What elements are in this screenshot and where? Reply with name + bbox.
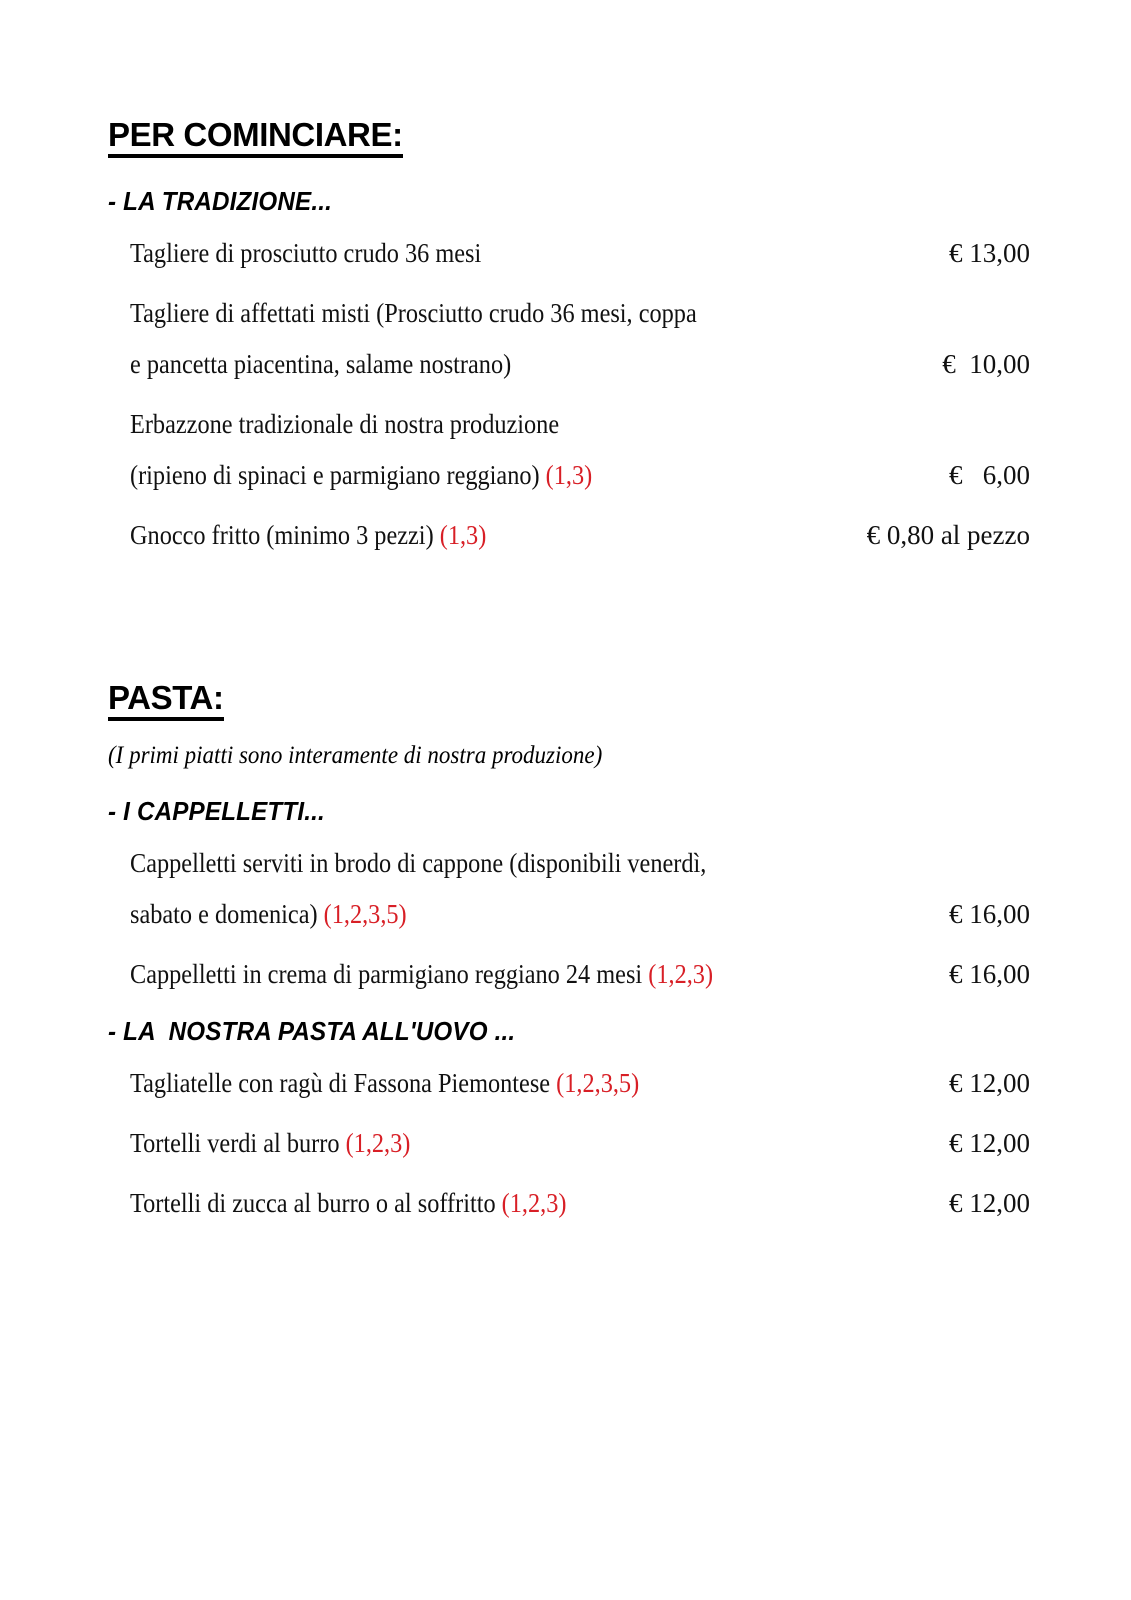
menu-item-price: € 13,00 [949,238,1030,268]
menu-item-text: Tortelli verdi al burro [130,1128,346,1158]
menu-item-text: Cappelletti serviti in brodo di cappone (disponibili venerdì, [130,848,707,878]
allergen-codes: (1,2,3,5) [556,1068,640,1098]
spacer [108,158,1008,188]
menu-item-text: Tagliere di prosciutto crudo 36 mesi [130,238,482,268]
section-heading-text: PER COMINCIARE: [108,118,403,158]
menu-item-description [130,949,713,1000]
allergen-codes: (1,2,3) [345,1128,411,1158]
section-note-pasta: (I primi piatti sono interamente di nostra produzione) [108,742,603,769]
menu-item-description [130,450,592,501]
spacer [108,824,1008,838]
section-spacer [108,561,1008,681]
section-heading-pasta [108,681,1008,721]
menu-item-price: € 12,00 [949,1068,1030,1098]
item-spacer [108,501,1008,510]
menu-item-text: Tagliere di affettati misti (Prosciutto crudo 36 mesi, coppa [130,298,697,328]
menu-item-description [130,1178,566,1229]
menu-item-list [108,1058,1030,1229]
item-spacer [108,1109,1008,1118]
menu-item-price: € 10,00 [942,349,1030,379]
menu-item-description [130,339,511,390]
item-spacer [108,390,1008,399]
menu-item-text: Gnocco fritto (minimo 3 pezzi) [130,520,440,550]
menu-item-price: € 16,00 [949,899,1030,929]
item-spacer [108,279,1008,288]
subsection-label-la-tradizione: - LA TRADIZIONE... [108,186,333,216]
menu-item-description [130,399,559,450]
menu-item-row [130,1178,1030,1229]
menu-item-description [130,288,697,339]
menu-item-list [108,228,1030,561]
menu-item-description [130,838,706,889]
menu-item-price: € 6,00 [949,460,1030,490]
spacer [108,721,1008,743]
menu-item-text: sabato e domenica) [130,899,324,929]
menu-item-list [108,838,1030,1000]
menu-item-row [130,228,1030,279]
allergen-codes: (1,3) [545,460,593,490]
menu-item-text: Cappelletti in crema di parmigiano reggiano 24 mesi [130,959,649,989]
allergen-codes: (1,2,3) [501,1188,567,1218]
item-spacer [108,1169,1008,1178]
menu-item-description [130,889,407,940]
menu-item-row [130,1118,1030,1169]
menu-item-description [130,228,481,279]
spacer [108,768,1008,798]
menu-item-row [130,450,1030,501]
subsection-label-i-cappelletti: - I CAPPELLETTI... [108,796,325,826]
allergen-codes: (1,2,3) [648,959,714,989]
menu-item-price: € 0,80 al pezzo [866,520,1030,550]
menu-item-row [130,510,1030,561]
section-heading-text: PASTA: [108,681,224,721]
spacer [108,214,1008,228]
menu-item-row [130,889,1030,940]
menu-item-row [130,838,1030,889]
section-heading-per-cominciare [108,118,1008,158]
menu-item-text: Tagliatelle con ragù di Fassona Piemontese [130,1068,557,1098]
menu-item-text: Tortelli di zucca al burro o al soffritto [130,1188,502,1218]
menu-item-price: € 12,00 [949,1188,1030,1218]
menu-item-row [130,949,1030,1000]
allergen-codes: (1,2,3,5) [323,899,407,929]
menu-item-price: € 12,00 [949,1128,1030,1158]
item-spacer [108,940,1008,949]
menu-item-description [130,510,486,561]
menu-item-row [130,339,1030,390]
menu-item-text: Erbazzone tradizionale di nostra produzione [130,409,560,439]
menu-item-description [130,1118,410,1169]
subsection-label-la-nostra-pasta-alluovo: - LA NOSTRA PASTA ALL'UOVO ... [108,1016,516,1046]
menu-item-text: (ripieno di spinaci e parmigiano reggiano) [130,460,546,490]
spacer [108,1044,1008,1058]
menu-item-row [130,288,1030,339]
menu-item-row [130,1058,1030,1109]
menu-item-row [130,399,1030,450]
menu-item-text: e pancetta piacentina, salame nostrano) [130,349,512,379]
menu-content [108,116,1030,1229]
menu-item-description [130,1058,639,1109]
menu-item-price: € 16,00 [949,959,1030,989]
allergen-codes: (1,3) [439,520,487,550]
